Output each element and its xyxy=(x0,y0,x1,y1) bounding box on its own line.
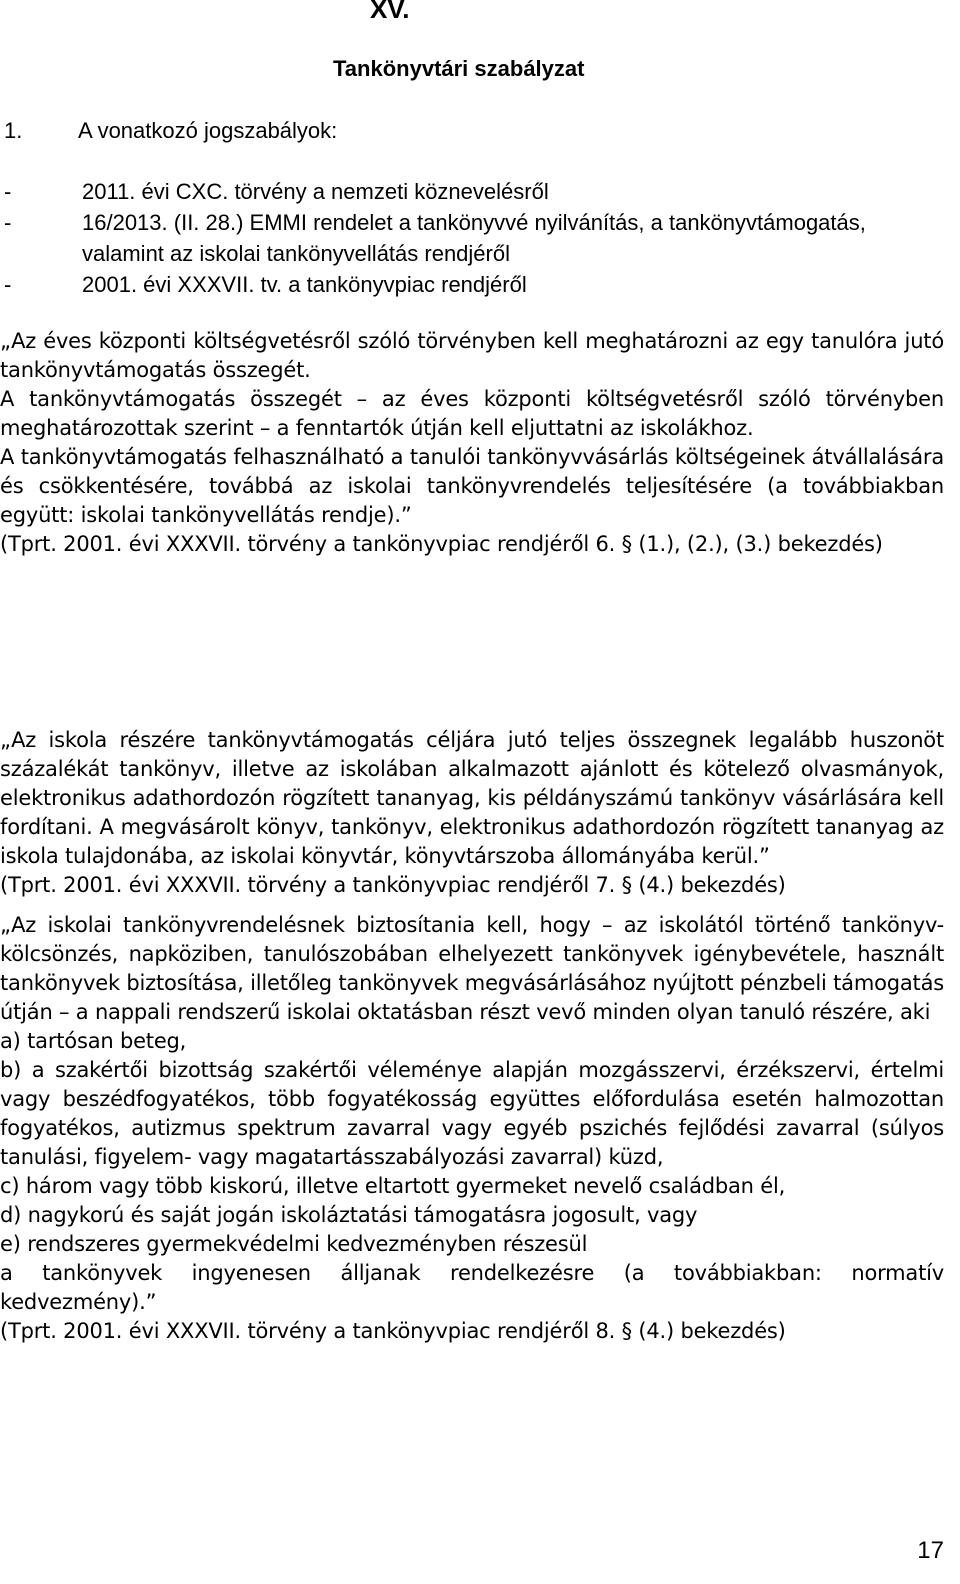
paragraph: A tankönyvtámogatás felhasználható a tanulói tankönyvvásárlás költségeinek átvállalására és csökkentésére, továbbá az iskolai tankönyvrendelés teljesítésére (a továbbiakban együtt: iskolai tankönyvellátás rendje).” xyxy=(0,445,944,527)
paragraph: A tankönyvtámogatás összegét – az éves központi költségvetésről szóló törvényben meghatározottak szerint – a fenntartók útján kell eljuttatni az iskolákhoz. xyxy=(0,387,944,440)
list-item xyxy=(4,176,904,207)
list-dash: - xyxy=(4,179,12,204)
list-item xyxy=(4,207,904,269)
page-title: Tankönyvtári szabályzat xyxy=(333,56,585,81)
list-item: b) a szakértői bizottság szakértői véleménye alapján mozgásszervi, érzékszervi, értelmi vagy beszédfogyatékos, több fogyatékosság együttes előfordulása esetén halmozottan fogyatékos, autizmus spektrum zavarral vagy egyéb pszichés fejlődési zavarral (súlyos tanulási, figyelem- vagy magatartásszabályozási zavarral) küzd, xyxy=(0,1058,944,1169)
paragraph: „Az iskolai tankönyvrendelésnek biztosítania kell, hogy – az iskolától történő tankönyv-kölcsönzés, napköziben, tanulószobában elhelyezett tankönyvek igénybevétele, használt tankönyvek biztosítása, illetőleg tankönyvek megvásárlásához nyújtott pénzbeli támogatás útján – a nappali rendszerű iskolai oktatásban részt vevő minden olyan tanuló részére, aki xyxy=(0,913,944,1024)
list-item: e) rendszeres gyermekvédelmi kedvezményben részesül xyxy=(0,1232,588,1256)
citation: (Tprt. 2001. évi XXXVII. törvény a tankönyvpiac rendjéről 6. § (1.), (2.), (3.) bekezdés) xyxy=(0,532,883,556)
paragraph: „Az éves központi költségvetésről szóló törvényben kell meghatározni az egy tanulóra jutó tankönyvtámogatás összegét. xyxy=(0,329,944,382)
quote-block-3 xyxy=(0,911,944,1346)
list-item: c) három vagy több kiskorú, illetve eltartott gyermeket nevelő családban él, xyxy=(0,1174,786,1198)
paragraph: a tankönyvek ingyenesen álljanak rendelkezésre (a továbbiakban: normatív kedvezmény).” xyxy=(0,1261,944,1314)
list-item-text: 2001. évi XXXVII. tv. a tankönyvpiac rendjéről xyxy=(82,272,527,297)
list-item-text: 2011. évi CXC. törvény a nemzeti köznevelésről xyxy=(82,179,549,204)
list-item xyxy=(4,269,904,300)
section-heading xyxy=(0,118,337,144)
citation: (Tprt. 2001. évi XXXVII. törvény a tankönyvpiac rendjéről 8. § (4.) bekezdés) xyxy=(0,1319,786,1343)
list-dash: - xyxy=(4,272,12,297)
quote-block-1 xyxy=(0,327,944,559)
section-label: A vonatkozó jogszabályok: xyxy=(78,118,338,143)
list-dash: - xyxy=(4,210,12,235)
paragraph: „Az iskola részére tankönyvtámogatás céljára jutó teljes összegnek legalább huszonöt százalékát tankönyv, illetve az iskolában alkalmazott ajánlott és kötelező olvasmányok, elektronikus adathordozón rögzített tananyag, kis példányszámú tankönyv vásárlására kell fordítani. A megvásárolt könyv, tankönyv, elektronikus adathordozón rögzített tananyag az iskola tulajdonába, az iskolai könyvtár, könyvtárszoba állományába kerül.” xyxy=(0,728,944,868)
list-item-text: 16/2013. (II. 28.) EMMI rendelet a tankönyvvé nyilvánítás, a tankönyvtámogatás, valamint az iskolai tankönyvellátás rendjéről xyxy=(82,210,866,266)
list-item: a) tartósan beteg, xyxy=(0,1029,187,1053)
citation: (Tprt. 2001. évi XXXVII. törvény a tankönyvpiac rendjéről 7. § (4.) bekezdés) xyxy=(0,873,786,897)
section-number: 1. xyxy=(4,118,23,143)
quote-block-2 xyxy=(0,726,944,900)
chapter-number: XV. xyxy=(370,0,410,24)
list-item: d) nagykorú és saját jogán iskoláztatási támogatásra jogosult, vagy xyxy=(0,1203,698,1227)
page-number: 17 xyxy=(917,1537,944,1564)
law-list xyxy=(4,176,904,300)
